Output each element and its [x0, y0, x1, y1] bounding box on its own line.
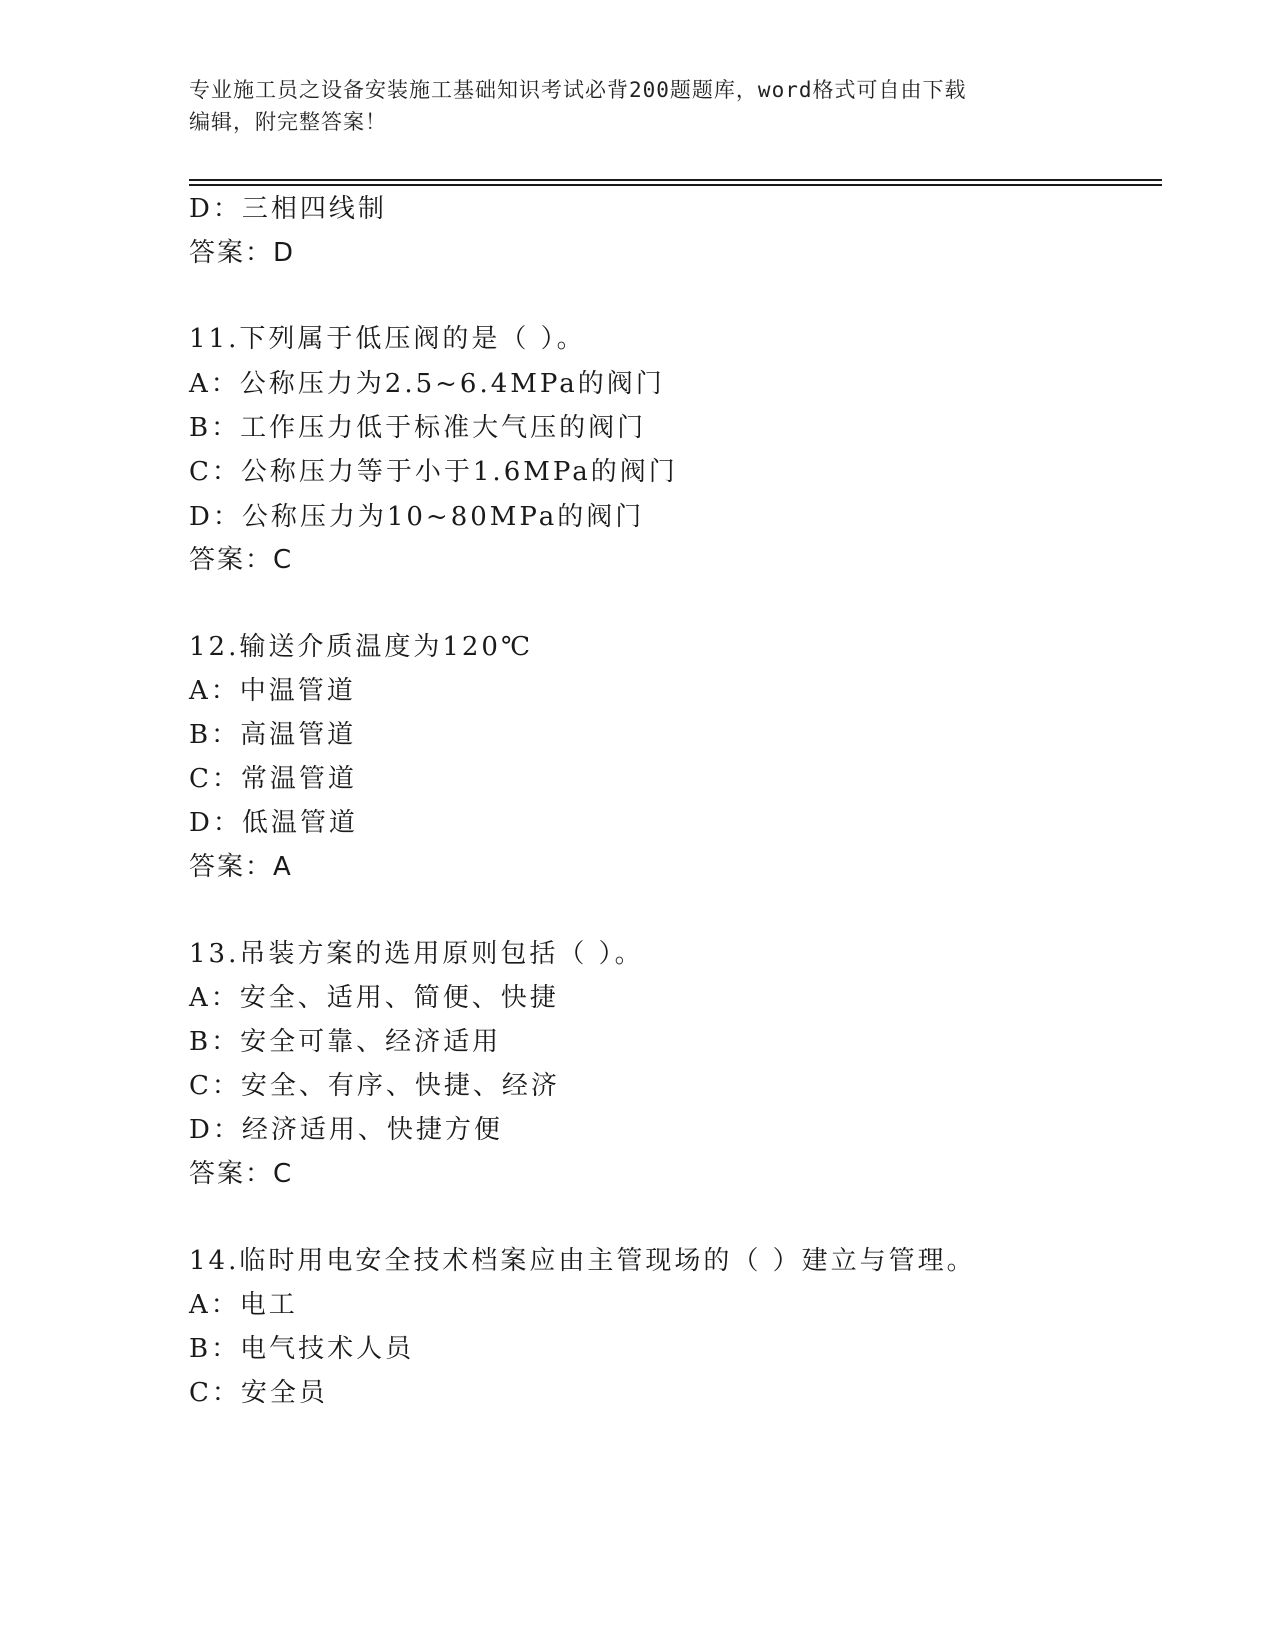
- option-line: D：低温管道: [189, 808, 358, 838]
- option-line: A：公称压力为2.5~6.4MPa的阀门: [189, 369, 665, 399]
- document-header: [189, 74, 1089, 138]
- option-line: D：经济适用、快捷方便: [189, 1115, 503, 1145]
- option-line: B：高温管道: [189, 720, 357, 750]
- answer-line: 答案：A: [189, 852, 293, 882]
- option-line: C：公称压力等于小于1.6MPa的阀门: [189, 457, 678, 487]
- question-line: 14.临时用电安全技术档案应由主管现场的（ ）建立与管理。: [189, 1246, 976, 1276]
- question-line: 13.吊装方案的选用原则包括（ ）。: [189, 939, 644, 969]
- option-line: B：电气技术人员: [189, 1334, 415, 1364]
- header-divider-bottom: [189, 184, 1162, 186]
- option-line: B：工作压力低于标准大气压的阀门: [189, 413, 647, 443]
- header-divider-top: [189, 179, 1162, 181]
- option-line: B：安全可靠、经济适用: [189, 1027, 502, 1057]
- answer-line: 答案：D: [189, 238, 296, 268]
- option-line: A：中温管道: [189, 676, 356, 706]
- option-line: D：三相四线制: [189, 194, 387, 224]
- option-line: D：公称压力为10~80MPa的阀门: [189, 502, 645, 532]
- answer-line: 答案：C: [189, 545, 294, 575]
- answer-line: 答案：C: [189, 1159, 294, 1189]
- option-line: A：安全、适用、简便、快捷: [189, 983, 559, 1013]
- option-line: A：电工: [189, 1290, 298, 1320]
- header-line-2: 编辑，附完整答案！: [189, 110, 387, 134]
- option-line: C：安全、有序、快捷、经济: [189, 1071, 560, 1101]
- header-line-1: 专业施工员之设备安装施工基础知识考试必背200题题库，word格式可自由下载: [189, 78, 967, 102]
- option-line: C：安全员: [189, 1378, 328, 1408]
- option-line: C：常温管道: [189, 764, 357, 794]
- question-line: 11.下列属于低压阀的是（ ）。: [189, 324, 586, 354]
- question-line: 12.输送介质温度为120℃: [189, 632, 534, 662]
